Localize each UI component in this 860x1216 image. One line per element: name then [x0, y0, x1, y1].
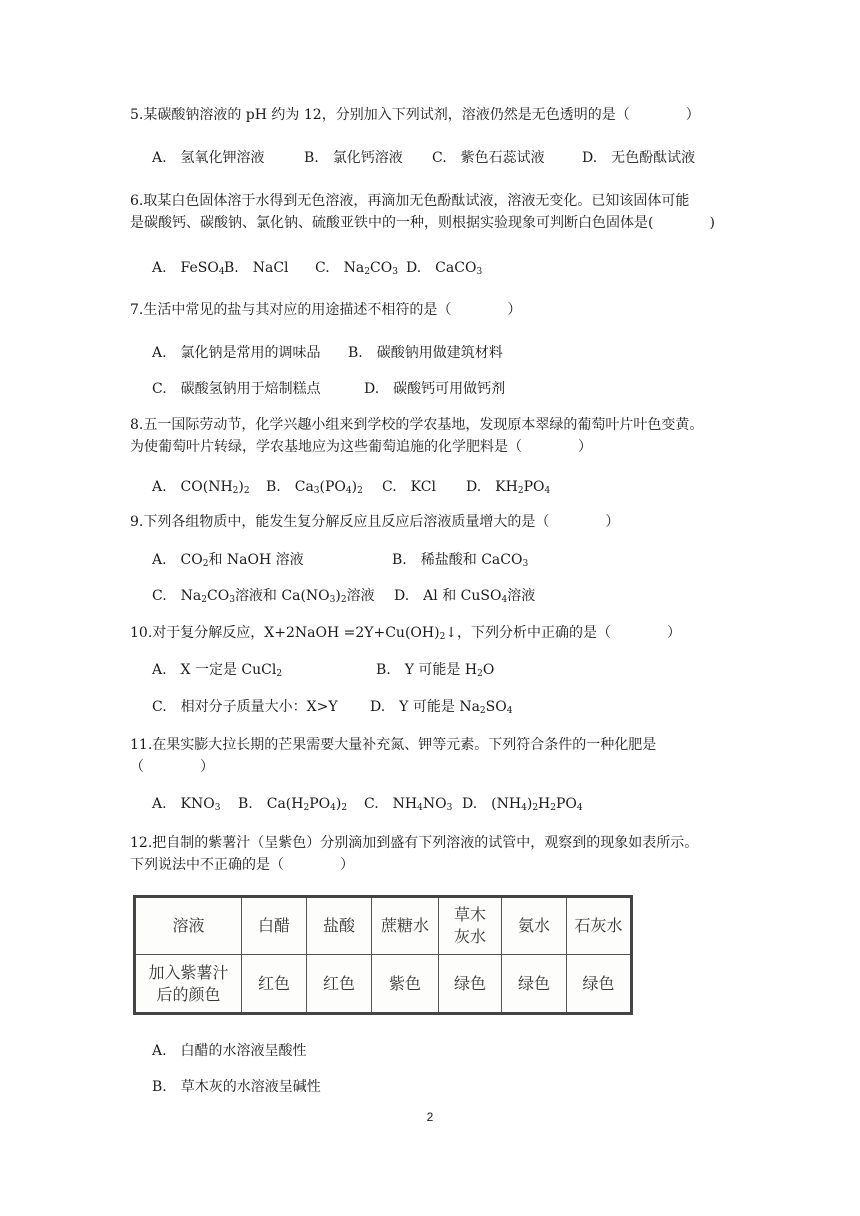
question-12-stem-line1: 12.把自制的紫薯汁（呈紫色）分别滴加到盛有下列溶液的试管中，观察到的现象如表所示。 [130, 835, 699, 851]
question-6-stem-line2: 是碳酸钙、碳酸钠、氯化钠、硫酸亚铁中的一种，则根据实验现象可判断白色固体是( ) [130, 215, 715, 231]
q10-option-d: D. Y 可能是 $Na_2SO_4$ [370, 699, 513, 716]
table-cell: 白醋 [242, 897, 307, 955]
table-cell: 蔗糖水 [372, 897, 439, 955]
table-row [135, 955, 632, 1014]
table-cell: 氨水 [502, 897, 567, 955]
q9-option-c: C. $Na_2CO_3$溶液和 $Ca(NO_3)_2$溶液 [152, 588, 375, 605]
q10-option-a: A. X 一定是 CuCl$_2$ [152, 662, 283, 679]
q8-option-b: B. $Ca_3(PO_4)_2$ [266, 479, 363, 496]
table-cell: 草木 灰水 [439, 897, 502, 955]
q6-option-d: D. CaCO$_3$ [406, 260, 483, 277]
question-11-stem-line2: （ ） [130, 759, 214, 775]
question-8-stem-line1: 8.五一国际劳动节，化学兴趣小组来到学校的学农基地，发现原本翠绿的葡萄叶片叶色变黄。 [130, 417, 704, 433]
q11-option-d: D. $(NH_4)_2H_2PO_4$ [462, 796, 583, 813]
q8-option-c: C. KCl [382, 479, 436, 495]
table-cell: 红色 [242, 955, 307, 1014]
table-cell: 绿色 [567, 955, 632, 1014]
q12-option-b: B. 草木灰的水溶液呈碱性 [152, 1079, 321, 1095]
question-11-stem-line1: 11.在果实膨大拉长期的芒果需要大量补充氮、钾等元素。下列符合条件的一种化肥是 [130, 737, 657, 753]
table-cell: 红色 [307, 955, 372, 1014]
q12-option-a: A. 白醋的水溶液呈酸性 [152, 1043, 307, 1059]
q11-option-c: C. $NH_4NO_3$ [364, 796, 453, 813]
q9-option-a: A. $CO_2$和 NaOH 溶液 [152, 552, 304, 569]
table-cell: 盐酸 [307, 897, 372, 955]
table-cell: 绿色 [439, 955, 502, 1014]
question-8-stem-line2: 为使葡萄叶片转绿，学农基地应为这些葡萄追施的化学肥料是（ ） [130, 439, 592, 455]
table-header-cell: 溶液 [135, 897, 242, 955]
q11-option-a: A. $KNO_3$ [152, 796, 221, 813]
q7-option-d: D. 碳酸钙可用做钙剂 [364, 381, 506, 397]
q11-option-b: B. $Ca(H_2PO_4)_2$ [238, 796, 348, 813]
q5-option-c: C. 紫色石蕊试液 [432, 150, 545, 166]
question-10-stem: 10.对于复分解反应，X+2NaOH $=2Y+Cu(OH)_2↓$，下列分析中正确的是（ ） [130, 625, 682, 642]
table-row [135, 897, 632, 955]
q6-option-c: C. $Na_2CO_3$ [315, 260, 398, 277]
q5-option-a: A. 氢氧化钾溶液 [152, 150, 265, 166]
indicator-results-table [133, 895, 633, 1015]
table-header-cell: 加入紫薯汁 后的颜色 [135, 955, 242, 1014]
table-cell: 紫色 [372, 955, 439, 1014]
question-12-stem-line2: 下列说法中不正确的是（ ） [130, 857, 354, 873]
page-number: 2 [426, 1110, 434, 1124]
q10-option-b: B. Y 可能是 $H_2O$ [376, 662, 495, 679]
question-9-stem: 9.下列各组物质中，能发生复分解反应且反应后溶液质量增大的是（ ） [130, 514, 620, 530]
q8-option-d: D. $KH_2PO_4$ [466, 479, 551, 496]
q9-option-b: B. 稀盐酸和 CaCO$_3$ [392, 552, 529, 569]
q10-option-c: C. 相对分子质量大小：X>Y [152, 699, 338, 715]
q5-option-b: B. 氯化钙溶液 [304, 150, 403, 166]
question-7-stem: 7.生活中常见的盐与其对应的用途描述不相符的是（ ） [130, 302, 522, 318]
q7-option-c: C. 碳酸氢钠用于焙制糕点 [152, 381, 321, 397]
table-cell: 石灰水 [567, 897, 632, 955]
question-5-stem: 5.某碳酸钠溶液的 pH 约为 12，分别加入下列试剂，溶液仍然是无色透明的是（ ） [130, 107, 700, 123]
q8-option-a: A. $CO(NH_2)_2$ [152, 479, 250, 496]
q9-option-d: D. Al 和 CuSO$_4$溶液 [394, 588, 536, 605]
question-6-stem-line1: 6.取某白色固体溶于水得到无色溶液，再滴加无色酚酞试液，溶液无变化。已知该固体可能 [130, 193, 690, 209]
q6-option-a: A. FeSO$_4$ [152, 260, 225, 277]
table-cell: 绿色 [502, 955, 567, 1014]
q6-option-b: B. NaCl [224, 260, 289, 276]
q7-option-b: B. 碳酸钠用做建筑材料 [348, 345, 503, 361]
q5-option-d: D. 无色酚酞试液 [582, 150, 696, 166]
q7-option-a: A. 氯化钠是常用的调味品 [152, 345, 321, 361]
